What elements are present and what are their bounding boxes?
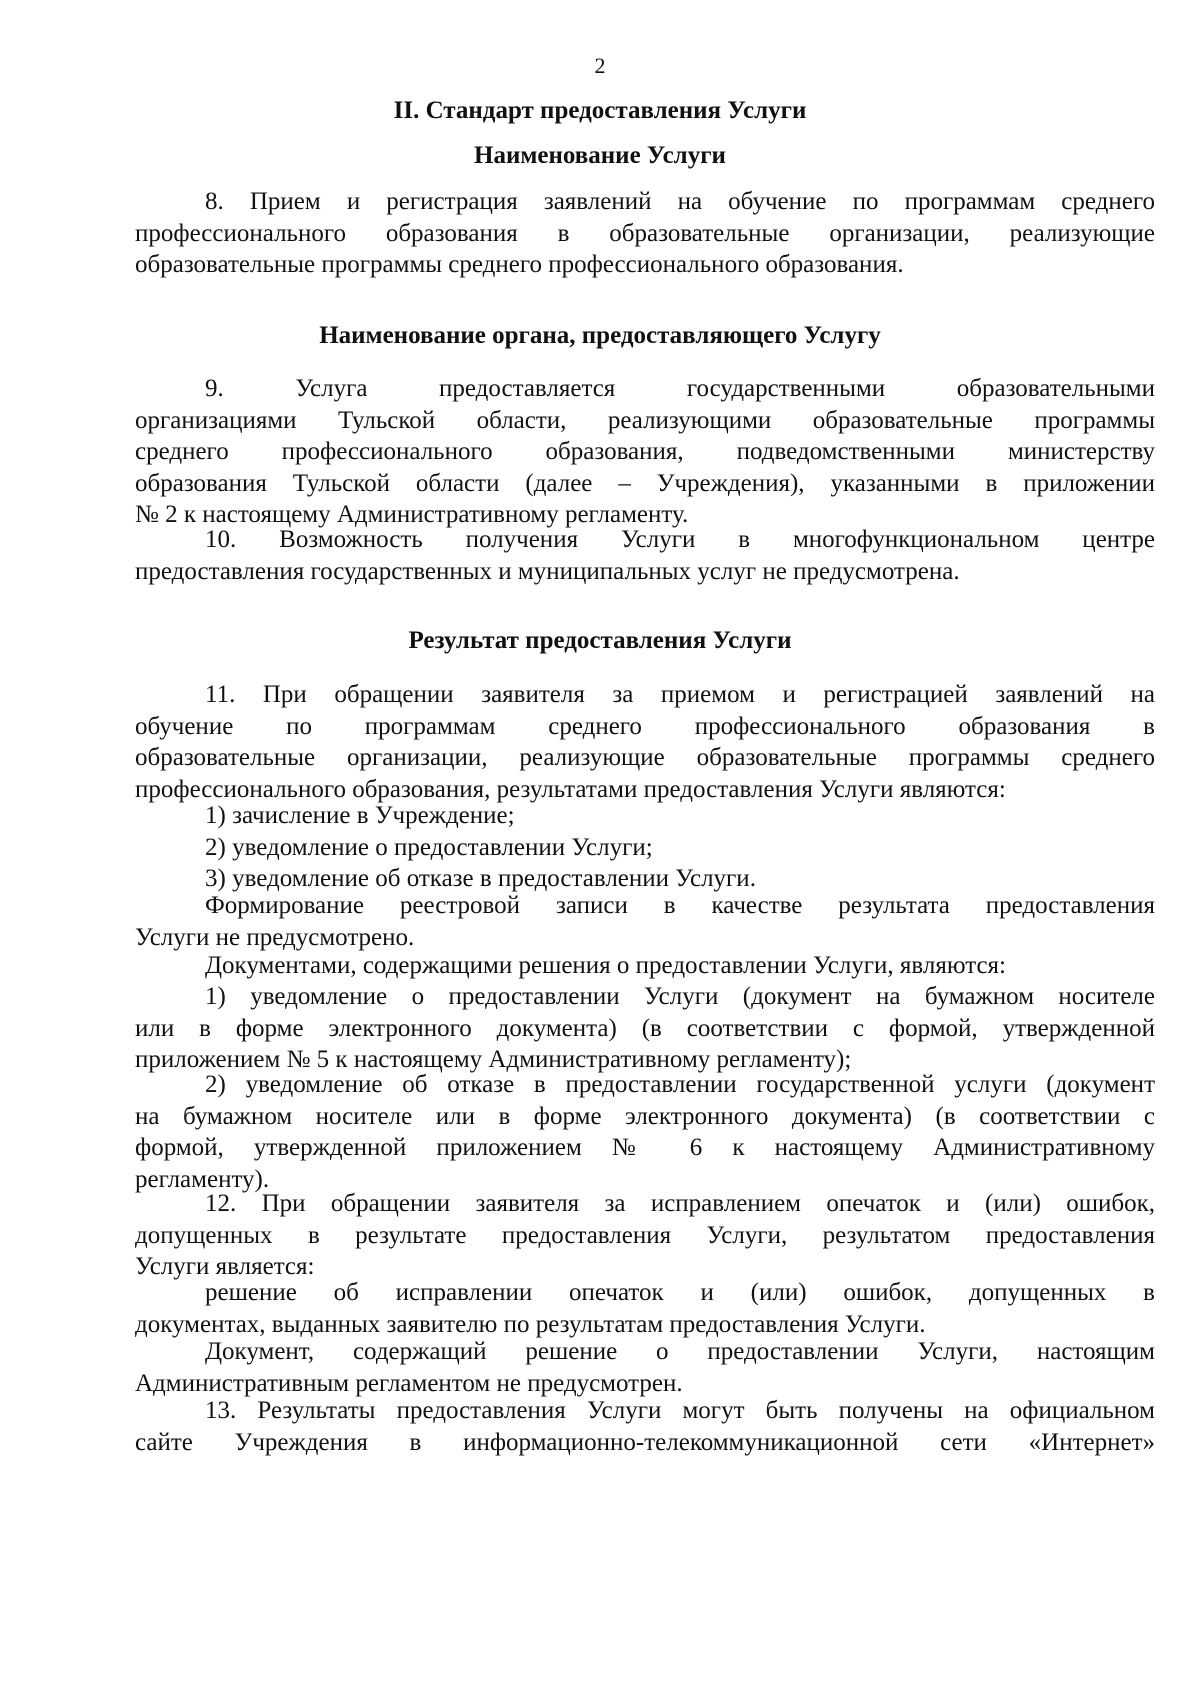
paragraph-line: Административным регламентом не предусмотрен. <box>135 1369 683 1397</box>
decision-paragraph <box>135 1277 1155 1340</box>
document-item-1 <box>135 981 1155 1076</box>
document-item-2 <box>135 1069 1155 1195</box>
documents-paragraph <box>135 950 1155 982</box>
paragraph-line: Документ, содержащий решение о предоставлении Услуги, настоящим <box>205 1338 1155 1365</box>
paragraph-9 <box>135 373 1155 531</box>
result-list <box>135 800 1155 895</box>
paragraph-line: 1) уведомление о предоставлении Услуги (документ на бумажном носителе <box>205 983 1155 1010</box>
list-item: 3) уведомление об отказе в предоставлении Услуги. <box>205 865 756 892</box>
result-heading: Результат предоставления Услуги <box>408 627 792 654</box>
paragraph-line: 13. Результаты предоставления Услуги могут быть получены на официальном <box>205 1397 1155 1424</box>
paragraph-line: документах, выданных заявителю по результатам предоставления Услуги. <box>135 1310 926 1338</box>
paragraph-line: Документами, содержащими решения о предоставлении Услуги, являются: <box>205 952 1006 979</box>
page-number: 2 <box>594 53 606 78</box>
provider-heading: Наименование органа, предоставляющего Услугу <box>319 322 881 349</box>
paragraph-line: формой, утвержденной приложением № 6 к настоящему Административному <box>135 1134 1155 1161</box>
paragraph-line: обучение по программам среднего профессионального образования в <box>135 712 1155 740</box>
paragraph-line: сайте Учреждения в информационно-телекоммуникационной сети «Интернет» <box>135 1428 1155 1456</box>
paragraph-line: 9. Услуга предоставляется государственными образовательными <box>205 375 1155 402</box>
registry-paragraph <box>135 890 1155 953</box>
paragraph-line: решение об исправлении опечаток и (или) ошибок, допущенных в <box>205 1279 1155 1306</box>
document-decision-paragraph <box>135 1336 1155 1399</box>
paragraph-line: профессионального образования в образовательные организации, реализующие <box>135 219 1155 247</box>
paragraph-line: Услуги является: <box>135 1253 315 1280</box>
paragraph-line: № 2 к настоящему Административному регламенту. <box>135 501 689 528</box>
paragraph-line: 12. При обращении заявителя за исправлением опечаток и (или) ошибок, <box>205 1190 1155 1217</box>
paragraph-12 <box>135 1188 1155 1283</box>
paragraph-line: 8. Прием и регистрация заявлений на обучение по программам среднего <box>205 188 1155 215</box>
paragraph-8 <box>135 186 1155 281</box>
list-item: 1) зачисление в Учреждение; <box>205 802 515 829</box>
paragraph-13 <box>135 1395 1155 1458</box>
paragraph-line: на бумажном носителе или в форме электронного документа) (в соответствии с <box>135 1102 1155 1130</box>
list-item: 2) уведомление о предоставлении Услуги; <box>205 833 653 861</box>
paragraph-line: Формирование реестровой записи в качестве результата предоставления <box>205 892 1155 919</box>
paragraph-10 <box>135 524 1155 587</box>
paragraph-line: профессионального образования, результатами предоставления Услуги являются: <box>135 775 1006 803</box>
paragraph-line: образовательные программы среднего профессионального образования. <box>135 251 904 278</box>
paragraph-line: или в форме электронного документа) (в соответствии с формой, утвержденной <box>135 1014 1155 1042</box>
paragraph-line: 10. Возможность получения Услуги в многофункциональном центре <box>205 526 1155 553</box>
service-name-heading: Наименование Услуги <box>474 142 726 169</box>
paragraph-line: допущенных в результате предоставления Услуги, результатом предоставления <box>135 1221 1155 1249</box>
paragraph-line: организациями Тульской области, реализующими образовательные программы <box>135 406 1155 434</box>
paragraph-line: 2) уведомление об отказе в предоставлении государственной услуги (документ <box>205 1071 1155 1098</box>
paragraph-11 <box>135 679 1155 805</box>
paragraph-line: образования Тульской области (далее – Учреждения), указанными в приложении <box>135 469 1155 497</box>
paragraph-line: предоставления государственных и муниципальных услуг не предусмотрена. <box>135 557 960 585</box>
paragraph-line: приложением № 5 к настоящему Административному регламенту); <box>135 1046 852 1073</box>
paragraph-line: 11. При обращении заявителя за приемом и регистрацией заявлений на <box>205 681 1155 708</box>
paragraph-line: среднего профессионального образования, подведомственными министерству <box>135 438 1155 465</box>
paragraph-line: регламенту). <box>135 1165 270 1193</box>
section-heading: II. Стандарт предоставления Услуги <box>393 97 807 124</box>
paragraph-line: образовательные организации, реализующие образовательные программы среднего <box>135 744 1155 771</box>
paragraph-line: Услуги не предусмотрено. <box>135 923 415 951</box>
